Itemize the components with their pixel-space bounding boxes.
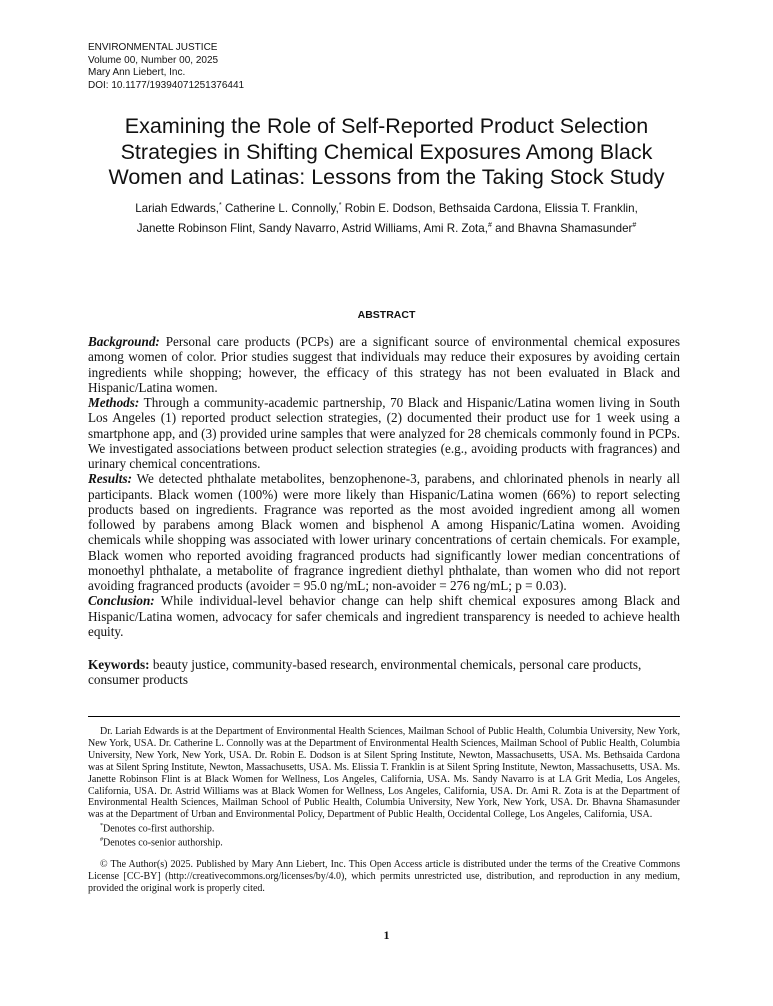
- author: and Bhavna Shamasunder#: [495, 221, 637, 235]
- author: Bethsaida Cardona,: [438, 201, 542, 215]
- abstract-conclusion: Conclusion: While individual-level behavior change can help shift chemical exposures among Black and Hispanic/Latina women, advocacy for safer chemicals and ingredient transparency is needed to achieve health equity.: [88, 593, 680, 639]
- title-line: Strategies in Shifting Chemical Exposures Among Black: [120, 139, 653, 164]
- affiliations-footnote: [88, 726, 680, 850]
- author: Sandy Navarro,: [258, 221, 340, 235]
- paper-title: [60, 114, 713, 191]
- doi: DOI: 10.1177/19394071251376441: [88, 79, 245, 91]
- journal-name: ENVIRONMENTAL JUSTICE: [88, 42, 218, 53]
- abstract-background: Background: Personal care products (PCPs) are a significant source of environmental chemical exposures among women of color. Prior studies suggest that individuals may reduce their exposures by avoiding certain ingredients while shopping; however, the efficacy of this strategy has not been evaluated in Black and Hispanic/Latina women.: [88, 334, 680, 395]
- abstract-results: Results: We detected phthalate metabolites, benzophenone-3, parabens, and chlorinated phenols in nearly all participants. Black women (100%) were more likely than Hispanic/Latina women (66%) to report selecting products based on ingredients. Fragrance was reported as the most avoided ingredient among all women followed by parabens among Black women and bisphenol A among Hispanic/Latina women. Avoiding chemicals while shopping was associated with lower urinary concentrations of certain chemicals. For example, Black women who reported avoiding fragranced products had significantly lower median concentrations of monoethyl phthalate, a metabolite of fragrance ingredient diethyl phthalate, than women who did not report avoiding fragranced products (avoider = 95.0 ng/mL; non-avoider = 276 ng/mL; p = 0.03).: [88, 471, 680, 593]
- co-senior-note: #Denotes co-senior authorship.: [100, 837, 223, 849]
- journal-header: [88, 42, 244, 92]
- abstract-heading: ABSTRACT: [357, 309, 416, 321]
- author: Robin E. Dodson,: [344, 201, 436, 215]
- co-first-note: *Denotes co-first authorship.: [100, 823, 215, 835]
- author: Janette Robinson Flint,: [136, 221, 256, 235]
- keywords: Keywords: beauty justice, community-based research, environmental chemicals, personal care products, consumer products: [88, 657, 642, 688]
- author: Elissia T. Franklin,: [544, 201, 638, 215]
- page-number: 1: [383, 928, 390, 942]
- title-line: Examining the Role of Self-Reported Product Selection: [124, 114, 649, 138]
- footnote-divider: [88, 716, 680, 717]
- title-line: Women and Latinas: Lessons from the Taking Stock Study: [108, 165, 665, 189]
- abstract: [88, 334, 680, 639]
- author: Ami R. Zota,#: [423, 221, 492, 235]
- copyright-notice: © The Author(s) 2025. Published by Mary Ann Liebert, Inc. This Open Access article is distributed under the terms of the Creative Commons License [CC-BY] (http://creativecommons.org/licenses/by/4.0), which permits unrestricted use, distribution, and reproduction in any medium, provided the original work is properly cited.: [88, 859, 680, 894]
- author: Lariah Edwards,*: [135, 201, 222, 215]
- journal-volume: Volume 00, Number 00, 2025: [88, 54, 219, 66]
- publisher: Mary Ann Liebert, Inc.: [88, 67, 186, 78]
- author-list: [70, 197, 703, 237]
- abstract-methods: Methods: Through a community-academic partnership, 70 Black and Hispanic/Latina women living in South Los Angeles (1) reported product selection strategies, (2) documented their product use for 1 week using a smartphone app, and (3) provided urine samples that were analyzed for 28 chemicals commonly found in PCPs. We investigated associations between product selection strategies (e.g., avoiding products with fragrances) and urinary chemical concentrations.: [88, 395, 680, 471]
- author: Catherine L. Connolly,*: [224, 201, 342, 215]
- author: Astrid Williams,: [341, 221, 421, 235]
- affiliations-text: Dr. Lariah Edwards is at the Department of Environmental Health Sciences, Mailman School of Public Health, Columbia University, New York, New York, USA. Dr. Catherine L. Connolly was at the Department of Environmental Health Sciences, Mailman School of Public Health, Columbia University, New York, New York, USA. Dr. Robin E. Dodson is at Silent Spring Institute, Newton, Massachusetts, USA. Ms. Bethsaida Cardona was at Silent Spring Institute, Newton, Massachusetts, USA. Ms. Elissia T. Franklin is at Silent Spring Institute, Newton, Massachusetts, USA. Ms. Janette Robinson Flint is at Black Women for Wellness, Los Angeles, California, USA. Ms. Sandy Navarro is at LA Grit Media, Los Angeles, California, USA. Dr. Astrid Williams was at Black Women for Wellness, Los Angeles, California, USA. Dr. Ami R. Zota is at the Department of Environmental Health Sciences, Mailman School of Public Health, Columbia University, New York, New York, USA. Dr. Bhavna Shamasunder was at the Department of Urban and Environmental Policy, Department of Public Health, Occidental College, Los Angeles, California, USA.: [88, 726, 680, 821]
